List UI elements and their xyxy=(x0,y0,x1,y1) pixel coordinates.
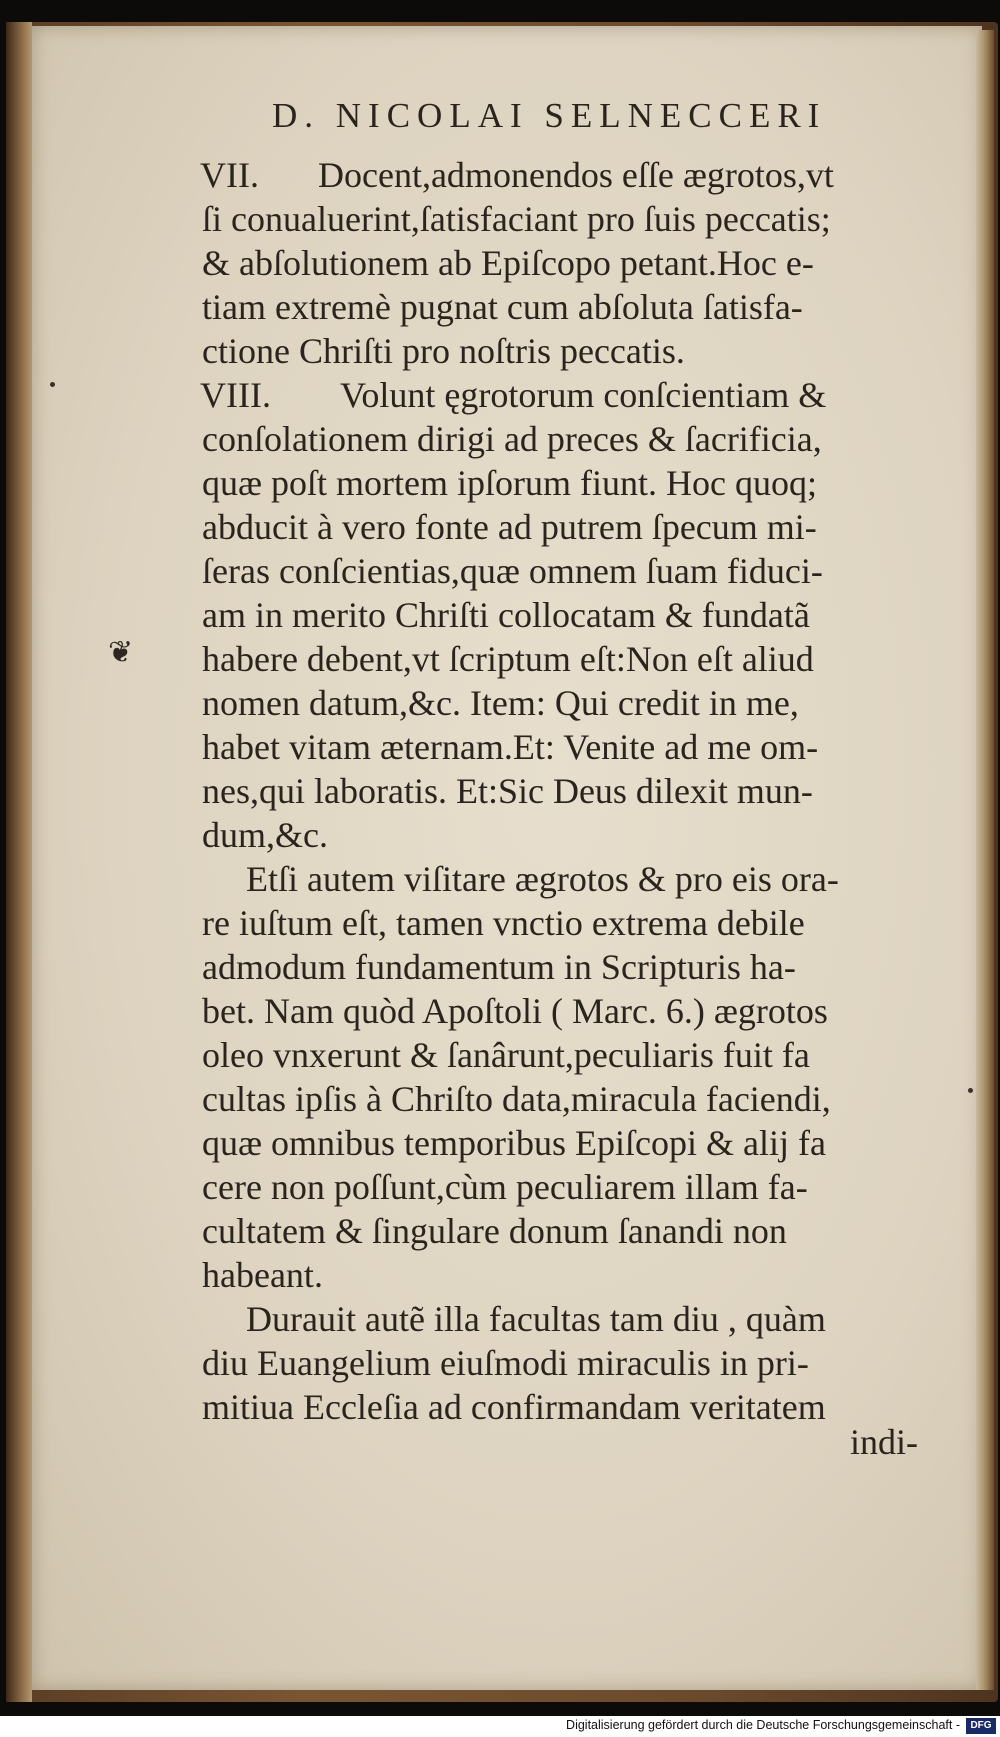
text-line: admodum fundamentum in Scripturis ha- xyxy=(202,947,796,987)
book-spine xyxy=(6,22,32,1702)
text-line: oleo vnxerunt & ſanârunt,peculiaris fuit fa xyxy=(202,1035,810,1075)
text-line: ſi conualuerint,ſatisfaciant pro ſuis peccatis; xyxy=(202,199,831,239)
text-line: nomen datum,&c. Item: Qui credit in me, xyxy=(202,683,799,723)
text-line: nes,qui laboratis. Et:Sic Deus dilexit mun- xyxy=(202,771,813,811)
text-line: bet. Nam quòd Apoſtoli ( Marc. 6.) ægrotos xyxy=(202,991,828,1031)
text-line: am in merito Chriſti collocatam & fundatã xyxy=(202,595,810,635)
text-line: Durauit autẽ illa facultas tam diu , quàm xyxy=(246,1299,826,1339)
text-line: abducit à vero fonte ad putrem ſpecum mi- xyxy=(202,507,817,547)
text-line: tiam extremè pugnat cum abſoluta ſatisfa- xyxy=(202,287,803,327)
dfg-logo: DFG xyxy=(966,1718,996,1734)
text-line: habeant. xyxy=(202,1255,323,1295)
text-line: & abſolutionem ab Epiſcopo petant.Hoc e- xyxy=(202,243,814,283)
text-line: cere non poſſunt,cùm peculiarem illam fa- xyxy=(202,1167,808,1207)
ink-speck xyxy=(50,382,55,387)
footer-credit: Digitalisierung gefördert durch die Deutsche Forschungsgemeinschaft - xyxy=(566,1718,960,1732)
digitization-footer xyxy=(0,1716,1000,1737)
text-line: Etſi autem viſitare ægrotos & pro eis ora- xyxy=(246,859,839,899)
text-line: quæ poſt mortem ipſorum fiunt. Hoc quoq; xyxy=(202,463,817,503)
text-line: cultas ipſis à Chriſto data,miracula faciendi, xyxy=(202,1079,831,1119)
text-line: ctione Chriſti pro noſtris peccatis. xyxy=(202,331,685,371)
printers-ornament-icon: ❦ xyxy=(108,636,134,669)
article-marker: VII. xyxy=(200,155,259,195)
text-line: quæ omnibus temporibus Epiſcopi & alij fa xyxy=(202,1123,826,1163)
text-line: Volunt ęgrotorum conſcientiam & xyxy=(340,375,827,415)
running-header: D. NICOLAI SELNECCERI xyxy=(272,96,827,135)
text-line: mitiua Eccleſia ad confirmandam veritatem xyxy=(202,1387,826,1427)
text-line: dum,&c. xyxy=(202,815,328,855)
text-line: habet vitam æternam.Et: Venite ad me om- xyxy=(202,727,819,767)
ink-speck xyxy=(968,1088,973,1093)
text-line: Docent,admonendos eſſe ægrotos,vt xyxy=(318,155,834,195)
page-edge xyxy=(976,30,994,1690)
text-line: re iuſtum eſt, tamen vnctio extrema debile xyxy=(202,903,805,943)
text-line: diu Euangelium eiuſmodi miraculis in pri- xyxy=(202,1343,809,1383)
text-line: ſeras conſcientias,quæ omnem ſuam fiduci- xyxy=(202,551,823,591)
article-marker: VIII. xyxy=(200,375,271,415)
text-line: conſolationem dirigi ad preces & ſacrificia, xyxy=(202,419,822,459)
text-line: habere debent,vt ſcriptum eſt:Non eſt aliud xyxy=(202,639,814,679)
catchword: indi- xyxy=(850,1422,918,1462)
text-line: cultatem & ſingulare donum ſanandi non xyxy=(202,1211,787,1251)
